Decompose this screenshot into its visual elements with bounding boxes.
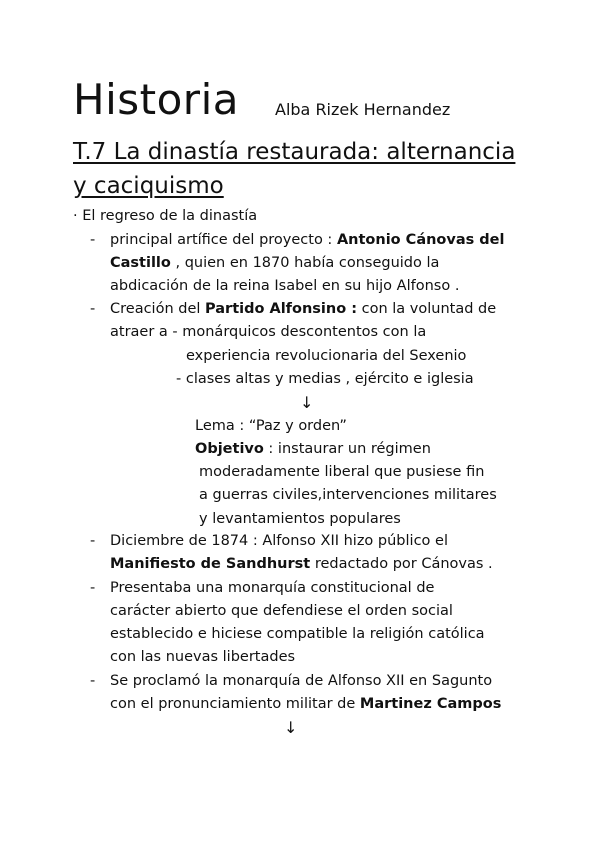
bullet-4-line-4: con las nuevas libertades [110,649,296,665]
bullet-5-line-1: Se proclamó la monarquía de Alfonso XII en Sagunto [110,673,493,689]
bullet-2-line-4: - clases altas y medias , ejército e iglesia [176,371,474,387]
bold-text: Antonio Cánovas del [336,232,505,248]
bullet-4-line-2: carácter abierto que defendiese el orden social [110,603,453,619]
text-run: principal artífice del proyecto : [110,232,337,248]
bullet-2-line-3: experiencia revolucionaria del Sexenio [186,348,467,364]
bullet-2-line-1 [110,299,496,319]
author-name: Alba Rizek Hernandez [275,100,451,119]
text-run: con la voluntad de [357,301,497,317]
section-heading: · El regreso de la dinastía [73,208,258,224]
topic-title-line-1: T.7 La dinastía restaurada: alternancia [73,139,516,165]
bullet-3-line-2 [110,554,493,574]
bullet-1-line-3: abdicación de la reina Isabel en su hijo Alfonso . [110,278,460,294]
bullet-2-line-2: atraer a - monárquicos descontentos con la [110,324,427,340]
objetivo-line-1 [195,439,431,459]
objetivo-line-3: a guerras civiles,intervenciones militares [199,487,497,503]
bullet-5-line-2 [110,694,501,714]
bullet-4-line-3: establecido e hiciese compatible la religión católica [110,626,485,642]
text-run: , quien en 1870 había conseguido la [170,255,440,271]
bullet-dash: - [90,533,96,549]
text-run: Creación del [110,301,206,317]
objetivo-line-2: moderadamente liberal que pusiese fin [199,464,485,480]
bullet-dash: - [90,673,96,689]
objetivo-line-4: y levantamientos populares [199,511,401,527]
text-run: con el pronunciamiento militar de [110,696,360,712]
text-run: redactado por Cánovas . [310,556,493,572]
bullet-dash: - [90,580,96,596]
down-arrow-icon: ↓ [284,718,298,737]
bullet-1-line-1 [110,230,505,250]
down-arrow-icon: ↓ [300,393,314,412]
bold-text: Martinez Campos [359,696,502,712]
lema-text: Lema : “Paz y orden” [195,418,347,434]
bullet-dash: - [90,301,96,317]
topic-title-line-2: y caciquismo [73,173,224,199]
bullet-3-line-1: Diciembre de 1874 : Alfonso XII hizo público el [110,533,448,549]
bullet-dash: - [90,232,96,248]
text-run: : instaurar un régimen [263,441,431,457]
page-title: Historia [73,75,239,124]
bold-text: Manifiesto de Sandhurst [110,556,311,572]
bold-text: Partido Alfonsino : [205,301,357,317]
bold-text: Castillo [110,255,171,271]
bold-text: Objetivo [195,441,264,457]
bullet-4-line-1: Presentaba una monarquía constitucional de [110,580,435,596]
bullet-1-line-2 [110,253,439,273]
